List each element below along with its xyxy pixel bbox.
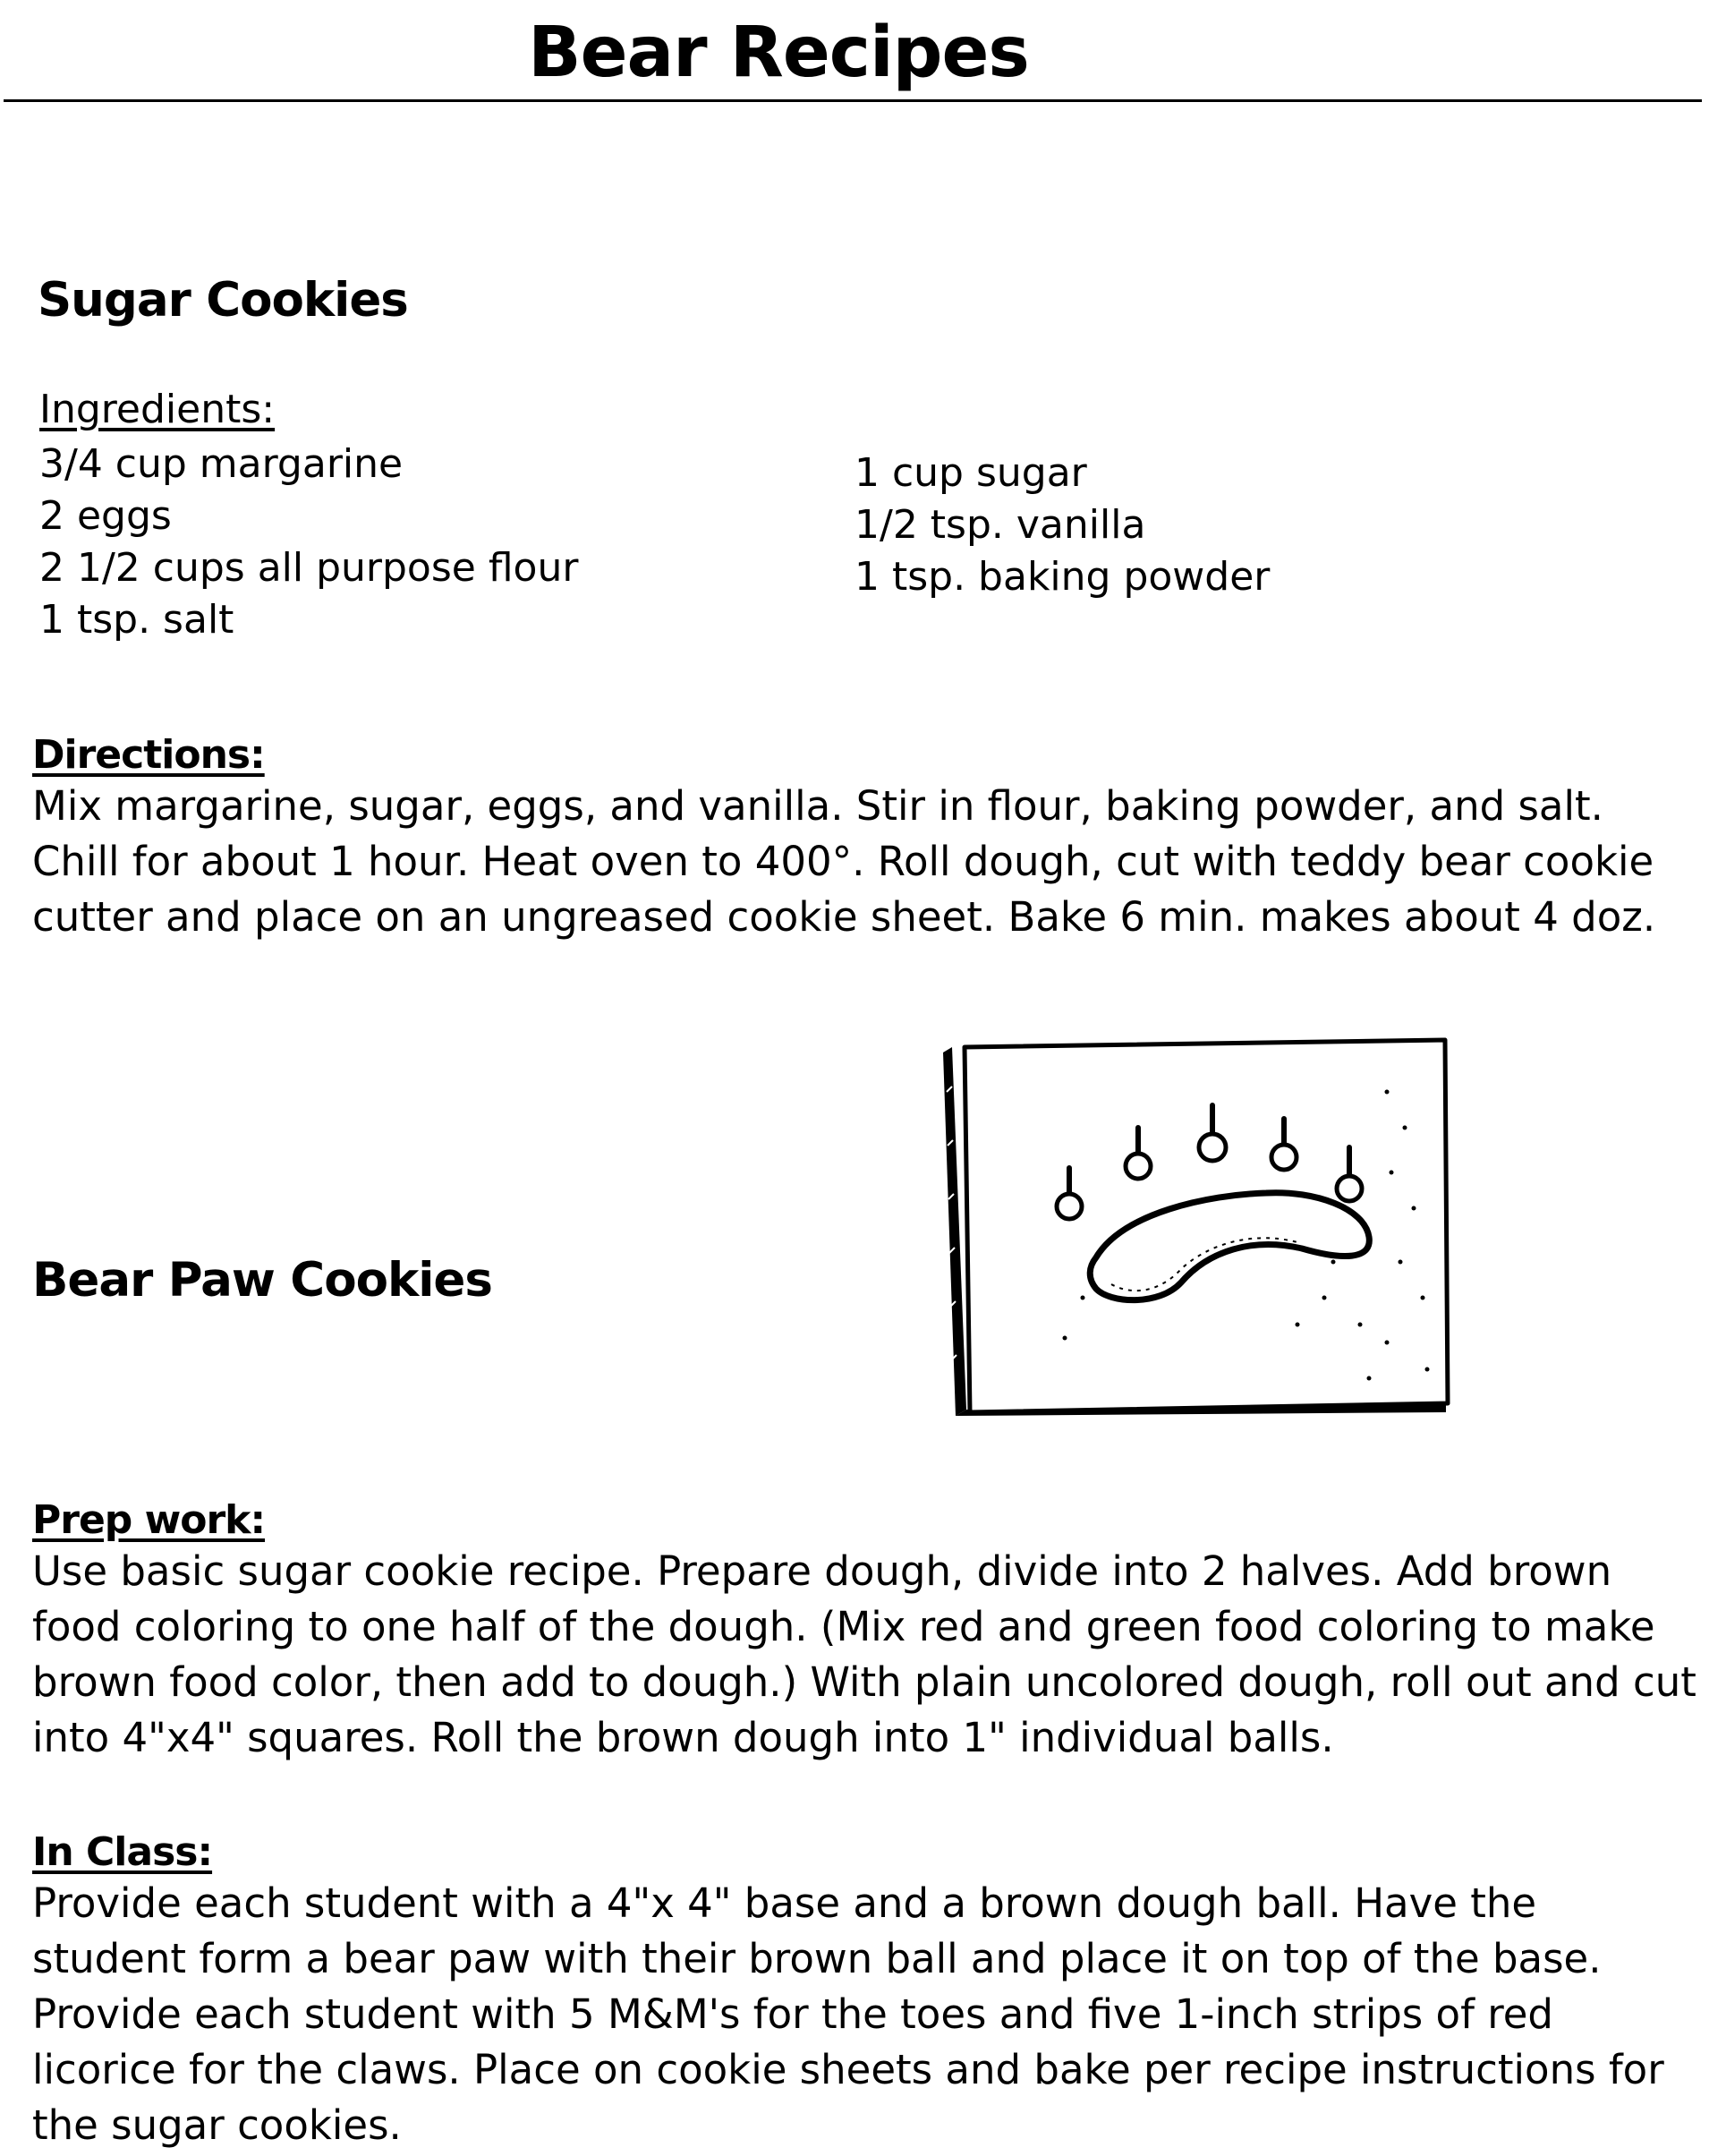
in-class-label: In Class: [32,1829,213,1875]
cookie-base-shadow-left [943,1047,966,1416]
directions-label: Directions: [32,732,265,778]
ingredients-list-right [854,447,1270,603]
ingredients-list-left [39,439,578,646]
ingredient-item: 2 1/2 cups all purpose flour [39,545,579,591]
page-title: Bear Recipes [528,13,1029,93]
bear-paw-cookie-icon [940,1029,1458,1427]
ingredient-item: 3/4 cup margarine [39,441,404,487]
ingredient-item: 1/2 tsp. vanilla [854,502,1146,548]
prep-work-label: Prep work: [32,1497,266,1543]
ingredient-item: 2 eggs [39,493,172,539]
ingredients-label: Ingredients: [39,387,276,432]
prep-work-text: Use basic sugar cookie recipe. Prepare dough, divide into 2 halves. Add brown food coloring to one half of the dough. (Mix red and green food coloring to make brown food color, then add to dough.) With plain uncolored dough, roll out and cut into 4"x4" squares. Roll the brown dough into 1" individual balls. [32,1547,1696,1761]
ingredient-item: 1 tsp. salt [39,597,234,643]
title-divider [4,99,1702,102]
sugar-cookies-heading: Sugar Cookies [38,273,408,328]
ingredient-item: 1 tsp. baking powder [854,554,1271,600]
in-class-text: Provide each student with a 4"x 4" base and a brown dough ball. Have the student form a bear paw with their brown ball and place it on top of the base. Provide each student with 5 M&M's for the toes and five 1-inch strips of red licorice for the claws. Place on cookie sheets and bake per recipe instructions for the sugar cookies. [32,1879,1664,2149]
bear-paw-cookies-heading: Bear Paw Cookies [32,1253,492,1308]
ingredient-item: 1 cup sugar [854,450,1087,496]
directions-text: Mix margarine, sugar, eggs, and vanilla. Stir in flour, baking powder, and salt. Chill for about 1 hour. Heat oven to 400°. Roll dough, cut with teddy bear cookie cutter and place on an ungreased cookie sheet. Bake 6 min. makes about 4 doz. [32,782,1656,941]
